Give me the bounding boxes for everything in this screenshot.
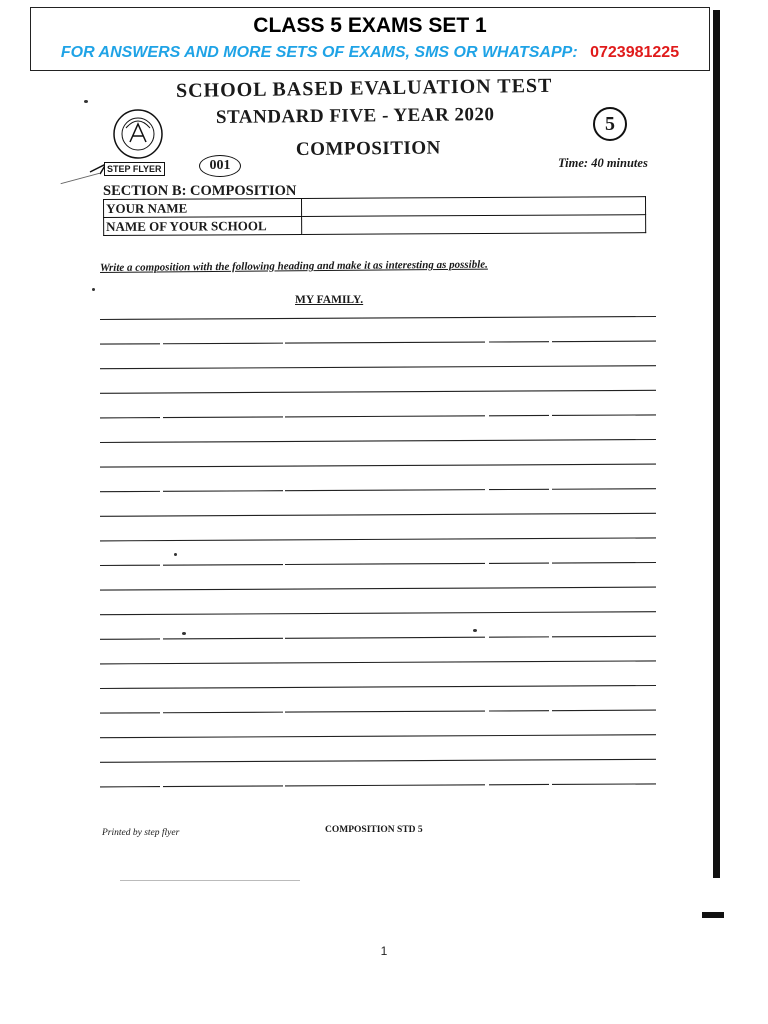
- writing-line[interactable]: [100, 759, 656, 762]
- banner-title: CLASS 5 EXAMS SET 1: [253, 14, 487, 37]
- writing-line[interactable]: [100, 390, 656, 393]
- writing-line[interactable]: [100, 415, 656, 418]
- writing-line[interactable]: [100, 612, 656, 615]
- page-number: 1: [380, 944, 388, 958]
- scan-edge-bar: [713, 10, 720, 878]
- composition-heading: MY FAMILY.: [295, 294, 364, 306]
- exam-title: SCHOOL BASED EVALUATION TEST: [175, 74, 553, 102]
- writing-line[interactable]: [100, 686, 656, 689]
- paper-code-badge: 001: [199, 155, 241, 177]
- school-label: NAME OF YOUR SCHOOL: [104, 216, 302, 235]
- section-title: SECTION B: COMPOSITION: [103, 183, 297, 199]
- writing-area[interactable]: [98, 300, 658, 800]
- writing-line[interactable]: [100, 440, 656, 443]
- banner-phone-number: 0723981225: [590, 44, 680, 61]
- writing-line[interactable]: [100, 513, 656, 516]
- student-info-table: [103, 196, 646, 236]
- time-allowed: Time: 40 minutes: [558, 156, 648, 170]
- instruction-text: Write a composition with the following heading and make it as interesting as possible.: [99, 258, 488, 274]
- writing-line[interactable]: [100, 587, 656, 590]
- scan-speck: [84, 100, 88, 103]
- exam-subject: COMPOSITION: [295, 137, 441, 160]
- writing-line[interactable]: [100, 489, 656, 492]
- banner-cta-text: FOR ANSWERS AND MORE SETS OF EXAMS, SMS OR WHATSAPP:: [60, 44, 578, 61]
- writing-line[interactable]: [100, 341, 656, 344]
- table-row: [104, 215, 646, 236]
- writing-line[interactable]: [100, 366, 656, 369]
- writing-line[interactable]: [100, 563, 656, 566]
- writing-line[interactable]: [100, 784, 656, 787]
- scan-speck: [120, 880, 300, 881]
- standard-number-badge: 5: [593, 107, 627, 141]
- printer-credit: Printed by step flyer: [102, 828, 180, 838]
- scan-speck: [92, 288, 95, 291]
- header-banner: [30, 7, 710, 71]
- writing-line[interactable]: [100, 636, 656, 639]
- writing-line[interactable]: [100, 317, 656, 320]
- banner-contact: [31, 44, 709, 62]
- writing-line[interactable]: [100, 538, 656, 541]
- writing-line[interactable]: [100, 735, 656, 738]
- exam-standard: STANDARD FIVE - YEAR 2020: [215, 104, 495, 128]
- school-field[interactable]: [302, 215, 646, 235]
- paper-label: COMPOSITION STD 5: [325, 825, 423, 835]
- scan-edge-mark: [702, 912, 724, 918]
- writing-line[interactable]: [100, 464, 656, 467]
- name-field[interactable]: [301, 197, 645, 217]
- writing-line[interactable]: [100, 661, 656, 664]
- writing-line[interactable]: [100, 710, 656, 713]
- name-label: YOUR NAME: [104, 198, 302, 217]
- logo-label: STEP FLYER: [104, 162, 165, 176]
